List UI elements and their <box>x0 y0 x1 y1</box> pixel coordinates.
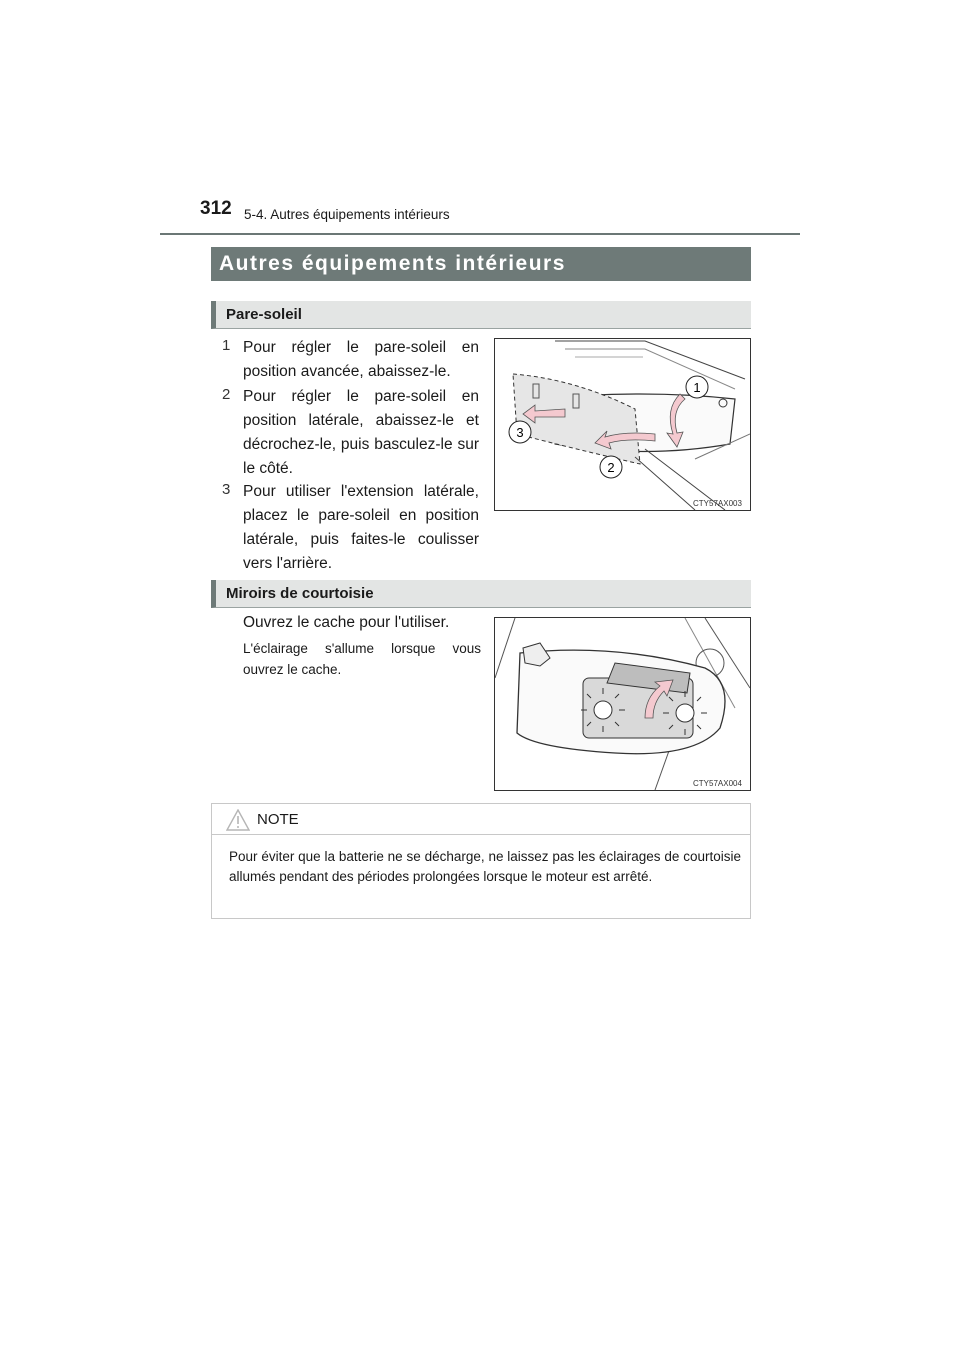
section-heading-miroirs: Miroirs de courtoisie <box>211 580 751 608</box>
note-label: NOTE <box>257 811 299 828</box>
section-heading-pare-soleil: Pare-soleil <box>211 301 751 329</box>
figure-code-1: CTY57AX003 <box>693 499 742 508</box>
main-title: Autres équipements intérieurs <box>211 247 751 281</box>
sun-visor-illustration <box>495 339 750 510</box>
svg-text:2: 2 <box>607 460 615 475</box>
step-number-1: 1 <box>222 337 231 354</box>
step-text-2: Pour régler le pare-soleil en position latérale, abaissez-le et décrochez-le, puis basculez-le sur le côté. <box>243 388 479 477</box>
header-rule <box>160 233 800 235</box>
vanity-mirror-illustration <box>495 618 750 790</box>
step-number-2: 2 <box>222 386 231 403</box>
step-text-1: Pour régler le pare-soleil en position avancée, abaissez-le. <box>243 339 479 380</box>
callout-1 <box>686 376 708 398</box>
callout-3 <box>509 421 531 443</box>
warning-triangle-icon <box>226 809 250 831</box>
figure-code-2: CTY57AX004 <box>693 779 742 788</box>
miroirs-subtext: L'éclairage s'allume lorsque vous ouvrez le cache. <box>243 641 481 677</box>
note-text: Pour éviter que la batterie ne se décharge, ne laissez pas les éclairages de courtoisie allumés pendant des périodes prolongées lorsque le moteur est arrêté. <box>229 849 741 884</box>
running-head: 5-4. Autres équipements intérieurs <box>244 207 450 222</box>
sun-visor-figure <box>494 338 751 511</box>
callout-2 <box>600 456 622 478</box>
miroirs-text: Ouvrez le cache pour l'utiliser. <box>243 614 450 631</box>
page-number: 312 <box>200 198 232 219</box>
note-header <box>212 804 750 835</box>
note-box <box>211 803 751 919</box>
step-number-3: 3 <box>222 481 231 498</box>
svg-text:3: 3 <box>516 425 524 440</box>
step-text-3: Pour utiliser l'extension latérale, placez le pare-soleil en position latérale, puis faites-le coulisser vers l'arrière. <box>243 483 479 572</box>
vanity-mirror-figure <box>494 617 751 791</box>
svg-text:1: 1 <box>693 380 701 395</box>
